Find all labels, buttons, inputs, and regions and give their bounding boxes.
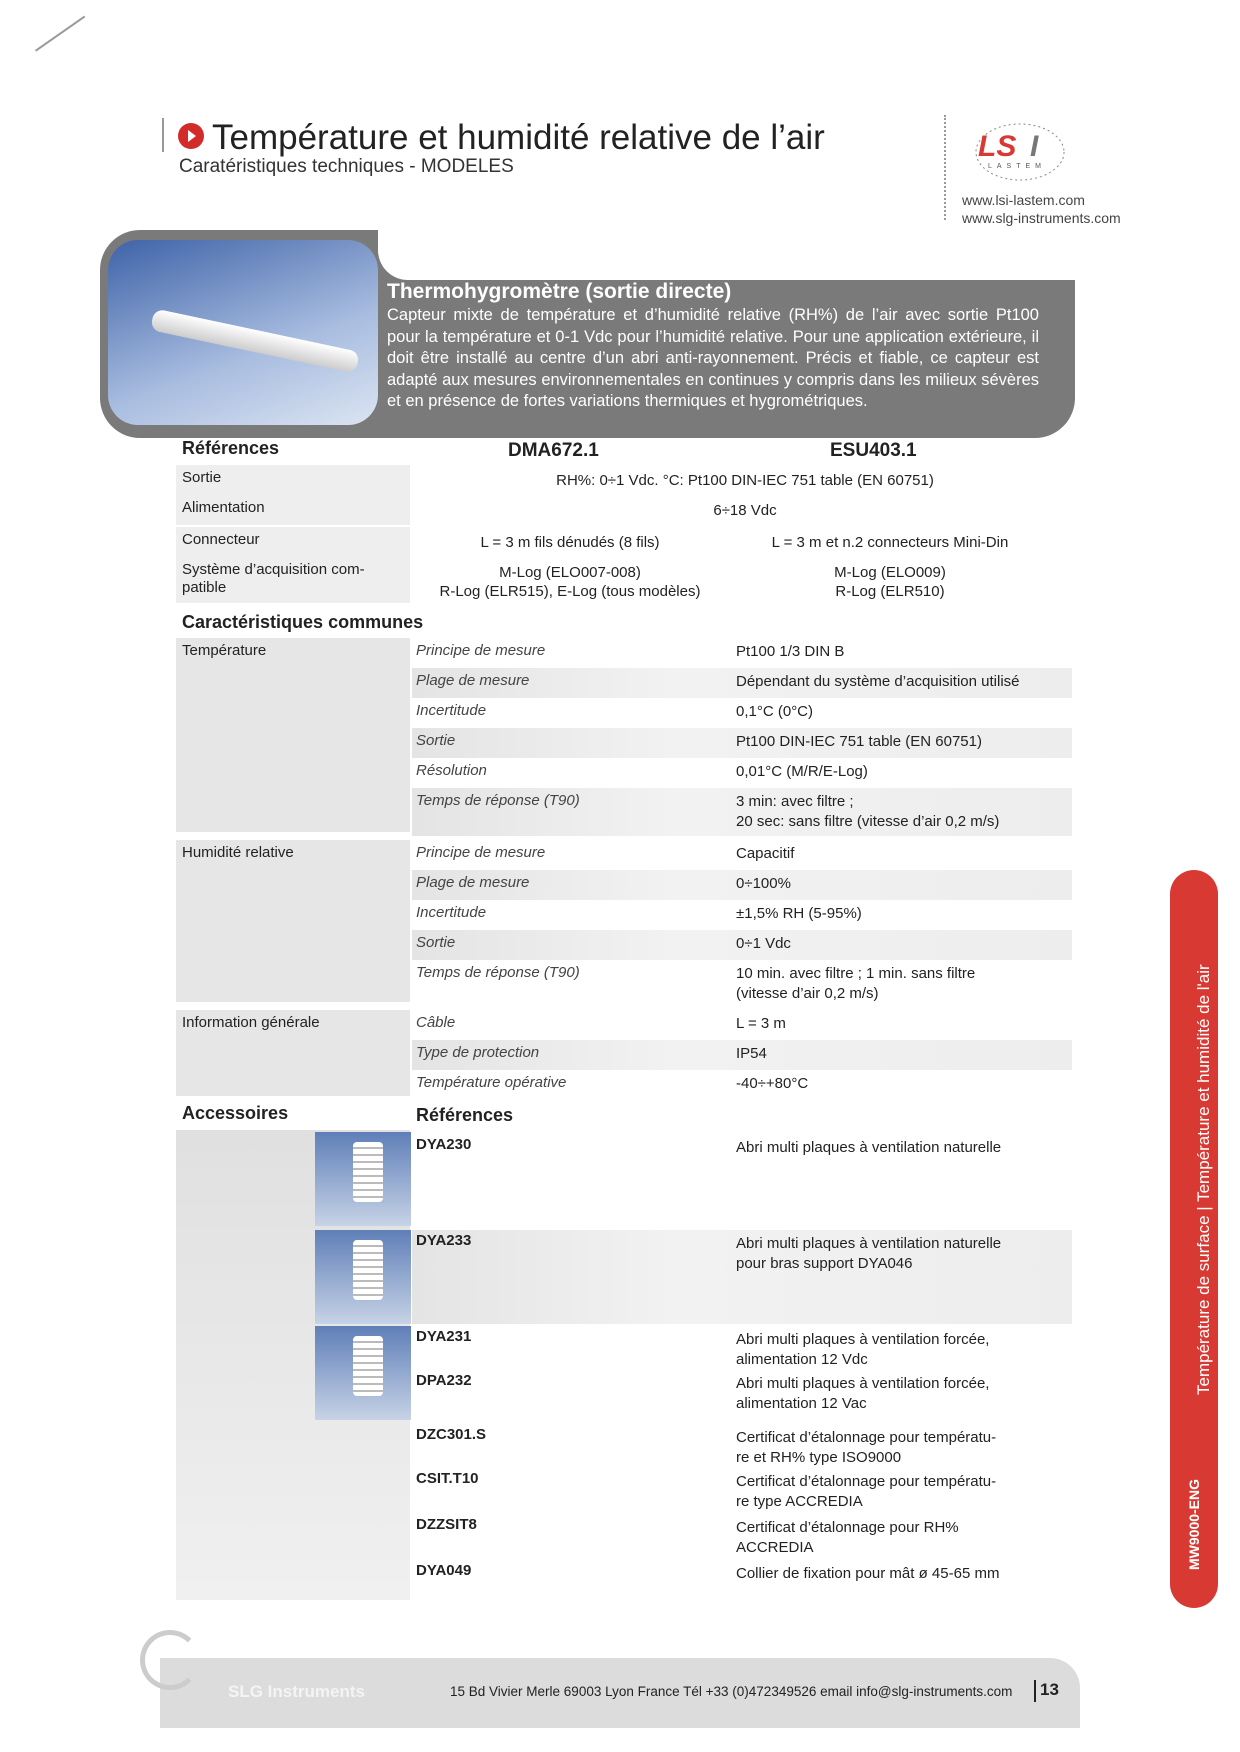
spec-row: [412, 668, 1072, 698]
divider: [944, 115, 946, 220]
spec-value: 0,01°C (M/R/E-Log): [736, 763, 868, 780]
spec-row: [412, 930, 1072, 960]
accessory-ref: DPA232: [416, 1372, 472, 1389]
spec-name: Principe de mesure: [416, 642, 546, 659]
spec-name: Temps de réponse (T90): [416, 792, 580, 809]
row-value: M-Log (ELO007-008) R-Log (ELR515), E-Log (tous modèles): [439, 564, 701, 600]
spec-row: [412, 1040, 1072, 1070]
product-description: Capteur mixte de température et d’humidité relative (RH%) de l’air avec sortie Pt100 pour la température et 0-1 Vdc pour l’humidité relative. Pour une application extérieure, il doit être installé au centre d’un abri anti-rayonnement. Précis et fiable, ce capteur est adapté aux mesures environnementales en continues y compris dans les milieux sévères et en présence de fortes variations thermiques et hygrométriques.: [387, 306, 1039, 410]
spec-name: Temps de réponse (T90): [416, 964, 580, 981]
footer-ornament: [140, 1630, 200, 1690]
spec-name: Température opérative: [416, 1074, 567, 1091]
accessory-ref: DZC301.S: [416, 1426, 487, 1443]
side-tab-label: Température de surface | Température et humidité de l'air: [1194, 964, 1213, 1395]
spec-value: 0÷100%: [736, 875, 791, 892]
row-value: L = 3 m fils dénudés (8 fils): [480, 534, 660, 551]
accessory-ref: DZZSIT8: [416, 1516, 477, 1533]
spec-name: Câble: [416, 1014, 456, 1031]
common-heading: Caractéristiques communes: [182, 612, 424, 632]
spec-row: [412, 900, 1072, 930]
accessory-ref: DYA230: [416, 1136, 472, 1153]
spec-value: 3 min: avec filtre ; 20 sec: sans filtre (vitesse d’air 0,2 m/s): [736, 793, 1000, 830]
spec-value: Capacitif: [736, 845, 795, 862]
footer-brand: SLG Instruments: [228, 1682, 365, 1701]
title-rule: [162, 118, 164, 152]
accessories-ref-heading: Références: [416, 1105, 514, 1125]
row-value: 6÷18 Vdc: [713, 502, 777, 519]
accessory-photo: [315, 1230, 411, 1324]
banner-cutout: [378, 230, 1078, 280]
accessory-description: Abri multi plaques à ventilation forcée, alimentation 12 Vac: [736, 1375, 990, 1412]
accessory-ref: DYA049: [416, 1562, 472, 1579]
accessory-description: Certificat d’étalonnage pour températu- re et RH% type ISO9000: [736, 1429, 997, 1466]
accessory-photo: [315, 1132, 411, 1226]
spec-name: Plage de mesure: [416, 874, 530, 891]
accessory-description: Abri multi plaques à ventilation forcée, alimentation 12 Vdc: [736, 1331, 990, 1368]
spec-row: [412, 728, 1072, 758]
accessory-description: Certificat d’étalonnage pour RH% ACCREDIA: [736, 1519, 959, 1556]
spec-name: Incertitude: [416, 904, 487, 921]
product-photo: [108, 240, 378, 425]
accessory-description: Abri multi plaques à ventilation naturelle: [736, 1139, 1002, 1156]
model-name: DMA672.1: [508, 440, 599, 461]
spec-value: ±1,5% RH (5-95%): [736, 905, 862, 922]
svg-text:I: I: [1030, 130, 1039, 163]
spec-row: [412, 698, 1072, 728]
spec-row: [412, 1010, 1072, 1040]
spec-value: L = 3 m: [736, 1015, 786, 1032]
row-label: Sortie: [182, 469, 222, 486]
spec-value: 0,1°C (0°C): [736, 703, 814, 720]
page-subtitle: Caratéristiques techniques - MODELES: [179, 156, 514, 177]
spec-name: Résolution: [416, 762, 487, 779]
accessory-description: Collier de fixation pour mât ø 45-65 mm: [736, 1565, 1000, 1582]
shield-image: [353, 1240, 383, 1300]
probe-image: [150, 308, 360, 373]
footer-separator: [1034, 1680, 1036, 1702]
spec-name: Sortie: [416, 934, 456, 951]
row-value: L = 3 m et n.2 connecteurs Mini-Din: [771, 534, 1009, 551]
row-value: M-Log (ELO009) R-Log (ELR510): [834, 564, 946, 600]
spec-row: [412, 788, 1072, 836]
row-label: Système d’acquisition com- patible: [182, 561, 365, 596]
row-label: Connecteur: [182, 531, 260, 548]
group-label: Information générale: [182, 1014, 320, 1031]
spec-value: Dépendant du système d’acquisition utilisé: [736, 673, 1020, 690]
shield-image: [353, 1142, 383, 1202]
spec-row: [412, 840, 1072, 870]
spec-name: Principe de mesure: [416, 844, 546, 861]
spec-row: [412, 1070, 1072, 1100]
spec-value: 10 min. avec filtre ; 1 min. sans filtre (vitesse d’air 0,2 m/s): [736, 965, 976, 1002]
group-label-bg: [176, 638, 410, 832]
group-label-bg: [176, 840, 410, 1002]
spec-row: [412, 638, 1072, 668]
shield-image: [353, 1336, 383, 1396]
play-bullet-icon: [178, 123, 204, 149]
lsi-lastem-logo: [970, 120, 1070, 190]
accessories-heading: Accessoires: [182, 1103, 289, 1123]
spec-row: [412, 960, 1072, 1006]
side-tab-code: MW9000-ENG: [1186, 1478, 1202, 1570]
page-title: Température et humidité relative de l’air: [212, 118, 825, 157]
spec-name: Type de protection: [416, 1044, 540, 1061]
spec-value: -40÷+80°C: [736, 1075, 809, 1092]
spec-name: Sortie: [416, 732, 456, 749]
model-name: ESU403.1: [830, 440, 917, 461]
svg-text:LS: LS: [978, 130, 1017, 163]
spec-name: Incertitude: [416, 702, 487, 719]
page-number: 13: [1040, 1680, 1059, 1699]
product-title: Thermohygromètre (sortie directe): [387, 280, 732, 303]
spec-value: IP54: [736, 1045, 767, 1062]
group-label: Température: [182, 642, 267, 659]
spec-value: Pt100 1/3 DIN B: [736, 643, 845, 660]
row-label: Alimentation: [182, 499, 265, 516]
references-heading: Références: [182, 438, 280, 458]
scan-mark: [35, 16, 85, 52]
spec-row: [412, 870, 1072, 900]
svg-text:LASTEM: LASTEM: [988, 163, 1047, 170]
spec-value: Pt100 DIN-IEC 751 table (EN 60751): [736, 733, 982, 750]
website-link[interactable]: www.slg-instruments.com: [962, 210, 1121, 226]
accessory-ref: DYA233: [416, 1232, 472, 1249]
accessory-ref: DYA231: [416, 1328, 472, 1345]
spec-name: Plage de mesure: [416, 672, 530, 689]
row-value: RH%: 0÷1 Vdc. °C: Pt100 DIN-IEC 751 table (EN 60751): [556, 472, 934, 489]
spec-row: [412, 758, 1072, 788]
group-label: Humidité relative: [182, 844, 294, 861]
website-link[interactable]: www.lsi-lastem.com: [962, 192, 1085, 208]
accessory-description: Abri multi plaques à ventilation naturelle pour bras support DYA046: [736, 1235, 1002, 1272]
accessory-ref: CSIT.T10: [416, 1470, 479, 1487]
spec-value: 0÷1 Vdc: [736, 935, 791, 952]
accessory-photo: [315, 1326, 411, 1420]
accessory-description: Certificat d’étalonnage pour températu- re type ACCREDIA: [736, 1473, 997, 1510]
footer-address: 15 Bd Vivier Merle 69003 Lyon France Tél +33 (0)472349526 email info@slg-instruments.com: [450, 1684, 1013, 1699]
